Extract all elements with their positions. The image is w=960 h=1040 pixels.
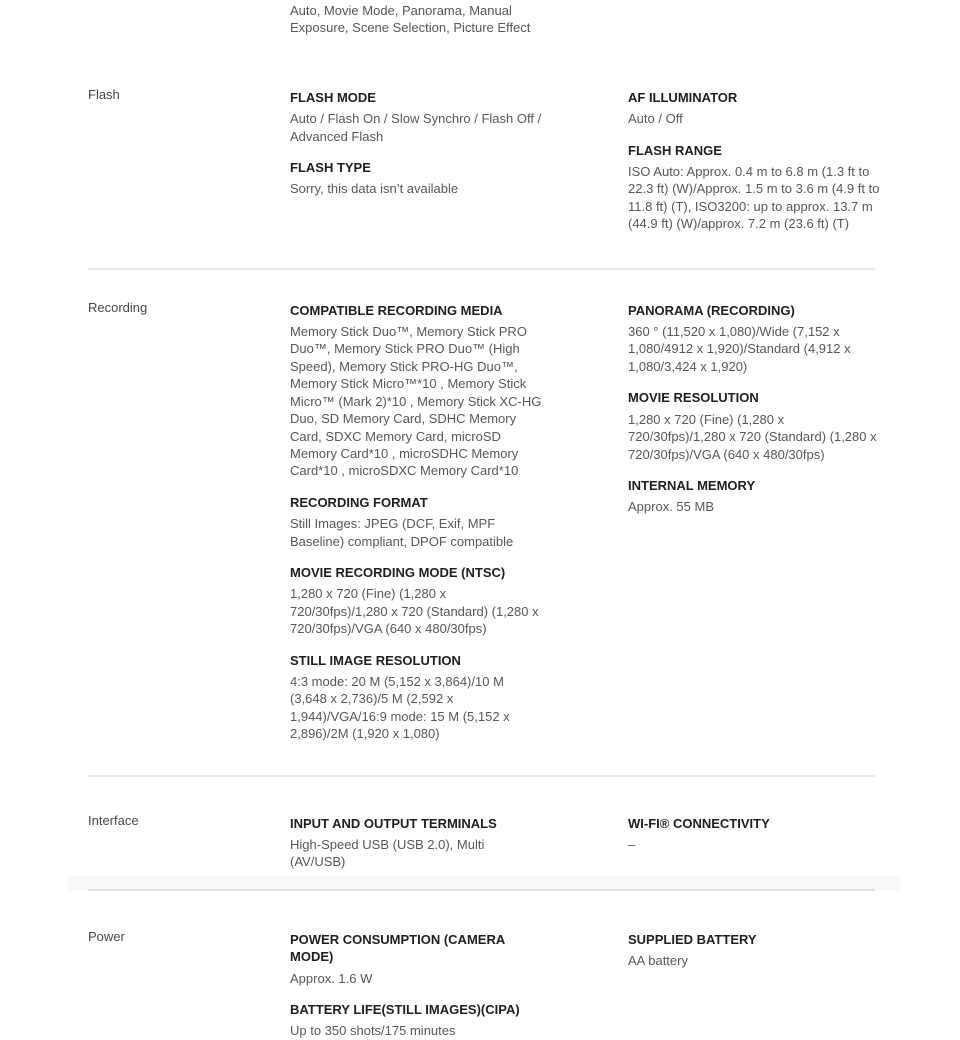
- spec-value-input-output-terminals: High-Speed USB (USB 2.0), Multi (AV/USB): [290, 837, 485, 870]
- spec-heading-compatible-recording-media: COMPATIBLE RECORDING MEDIA: [290, 302, 503, 318]
- spec-value-internal-memory: Approx. 55 MB: [628, 499, 714, 515]
- spec-item-recording-format: [290, 494, 542, 550]
- section-recording: [88, 270, 960, 775]
- spec-item-still-image-resolution: [290, 652, 542, 743]
- spec-value-recording-format: Still Images: JPEG (DCF, Exif, MPF Baseline) compliant, DPOF compatible: [290, 516, 514, 549]
- spec-item-compatible-recording-media: [290, 302, 542, 480]
- recording-column-1: [290, 302, 542, 743]
- intro-spec-value: Auto, Movie Mode, Panorama, Manual Exposure, Scene Selection, Picture Effect: [290, 3, 531, 36]
- spec-heading-internal-memory: INTERNAL MEMORY: [628, 477, 756, 493]
- recording-column-2: [628, 302, 880, 743]
- spec-value-panorama-recording: 360 ° (11,520 x 1,080)/Wide (7,152 x 1,080/4912 x 1,920)/Standard (4,912 x 1,080/3,424 x 1,920): [628, 324, 851, 374]
- spec-value-battery-life: Up to 350 shots/175 minutes: [290, 1023, 456, 1039]
- section-columns-recording: [290, 302, 880, 743]
- flash-column-2: [628, 89, 880, 233]
- spec-heading-power-consumption: POWER CONSUMPTION (CAMERA MODE): [290, 931, 505, 965]
- section-label-flash: Flash: [88, 86, 120, 102]
- section-flash: [88, 86, 960, 268]
- spec-item-flash-type: [290, 159, 542, 198]
- spec-item-internal-memory: [628, 477, 880, 516]
- spec-item-movie-resolution: [628, 389, 880, 463]
- spec-value-compatible-recording-media: Memory Stick Duo™, Memory Stick PRO Duo™, Memory Stick PRO Duo™ (High Speed), Memory Stick PRO-HG Duo™, Memory Stick Micro™*10 , Memory Stick Micro™ (Mark 2)*10 , Memory Stick XC-HG Duo, SD Memory Card, SDHC Memory Card, SDXC Memory Card, microSD Memory Card*10 , microSDHC Memory Card*10 , microSDXC Memory Card*10: [290, 324, 542, 479]
- spec-heading-af-illuminator: AF ILLUMINATOR: [628, 89, 738, 105]
- spec-item-af-illuminator: [628, 89, 880, 128]
- spec-value-flash-range: ISO Auto: Approx. 0.4 m to 6.8 m (1.3 ft to 22.3 ft) (W)/Approx. 1.5 m to 3.6 m (4.9 ft to 11.8 ft) (T), ISO3200: up to approx. 13.7 m (44.9 ft) (W)/approx. 7.2 m (23.6 ft) (T): [628, 164, 880, 232]
- spec-heading-movie-resolution: MOVIE RESOLUTION: [628, 390, 759, 406]
- spec-heading-flash-type: FLASH TYPE: [290, 160, 371, 176]
- spec-heading-supplied-battery: SUPPLIED BATTERY: [628, 931, 757, 947]
- spec-item-input-output-terminals: [290, 815, 542, 871]
- spec-heading-wifi-connectivity: WI-FI® CONNECTIVITY: [628, 815, 770, 831]
- spec-item-supplied-battery: [628, 931, 880, 970]
- spec-item-panorama-recording: [628, 302, 880, 376]
- interface-column-1: [290, 815, 542, 871]
- power-column-1: [290, 931, 542, 1040]
- section-columns-flash: [290, 89, 880, 233]
- spec-value-movie-resolution: 1,280 x 720 (Fine) (1,280 x 720/30fps)/1,280 x 720 (Standard) (1,280 x 720/30fps)/VGA (640 x 480/30fps): [628, 411, 877, 462]
- section-power: [88, 891, 960, 1040]
- spec-heading-input-output-terminals: INPUT AND OUTPUT TERMINALS: [290, 815, 497, 831]
- section-label-power: Power: [88, 928, 125, 944]
- power-column-2: [628, 931, 880, 1040]
- spec-heading-battery-life: BATTERY LIFE(STILL IMAGES)(CIPA): [290, 1002, 520, 1018]
- spec-heading-recording-format: RECORDING FORMAT: [290, 494, 428, 510]
- spec-value-supplied-battery: AA battery: [628, 953, 688, 969]
- section-columns-interface: [290, 815, 880, 871]
- spec-value-wifi-connectivity: –: [628, 837, 636, 852]
- spec-item-power-consumption: [290, 931, 542, 987]
- spec-value-movie-recording-mode-ntsc: 1,280 x 720 (Fine) (1,280 x 720/30fps)/1,280 x 720 (Standard) (1,280 x 720/30fps)/VGA (640 x 480/30fps): [290, 586, 539, 637]
- spec-heading-movie-recording-mode-ntsc: MOVIE RECORDING MODE (NTSC): [290, 564, 506, 580]
- section-label-recording: Recording: [88, 299, 148, 315]
- flash-column-1: [290, 89, 542, 233]
- spec-value-power-consumption: Approx. 1.6 W: [290, 970, 373, 986]
- section-label-interface: Interface: [88, 812, 139, 828]
- section-interface: [88, 777, 960, 876]
- spec-heading-still-image-resolution: STILL IMAGE RESOLUTION: [290, 652, 461, 668]
- spec-item-flash-range: [628, 142, 880, 233]
- spec-item-flash-mode: [290, 89, 542, 145]
- spec-heading-panorama-recording: PANORAMA (RECORDING): [628, 302, 795, 318]
- spec-value-flash-mode: Auto / Flash On / Slow Synchro / Flash Off / Advanced Flash: [290, 111, 542, 144]
- section-columns-power: [290, 931, 880, 1040]
- spec-value-still-image-resolution: 4:3 mode: 20 M (5,152 x 3,864)/10 M (3,648 x 2,736)/5 M (2,592 x 1,944)/VGA/16:9 mode: 15 M (5,152 x 2,896)/2M (1,920 x 1,080): [290, 673, 510, 742]
- spec-heading-flash-range: FLASH RANGE: [628, 142, 722, 158]
- spec-item-battery-life: [290, 1001, 542, 1040]
- spec-heading-flash-mode: FLASH MODE: [290, 89, 376, 105]
- interface-column-2: [628, 815, 880, 871]
- spec-item-movie-recording-mode-ntsc: [290, 564, 542, 638]
- spec-value-flash-type: Sorry, this data isn’t available: [290, 181, 459, 197]
- spec-item-wifi-connectivity: [628, 815, 880, 854]
- spec-value-af-illuminator: Auto / Off: [628, 111, 683, 127]
